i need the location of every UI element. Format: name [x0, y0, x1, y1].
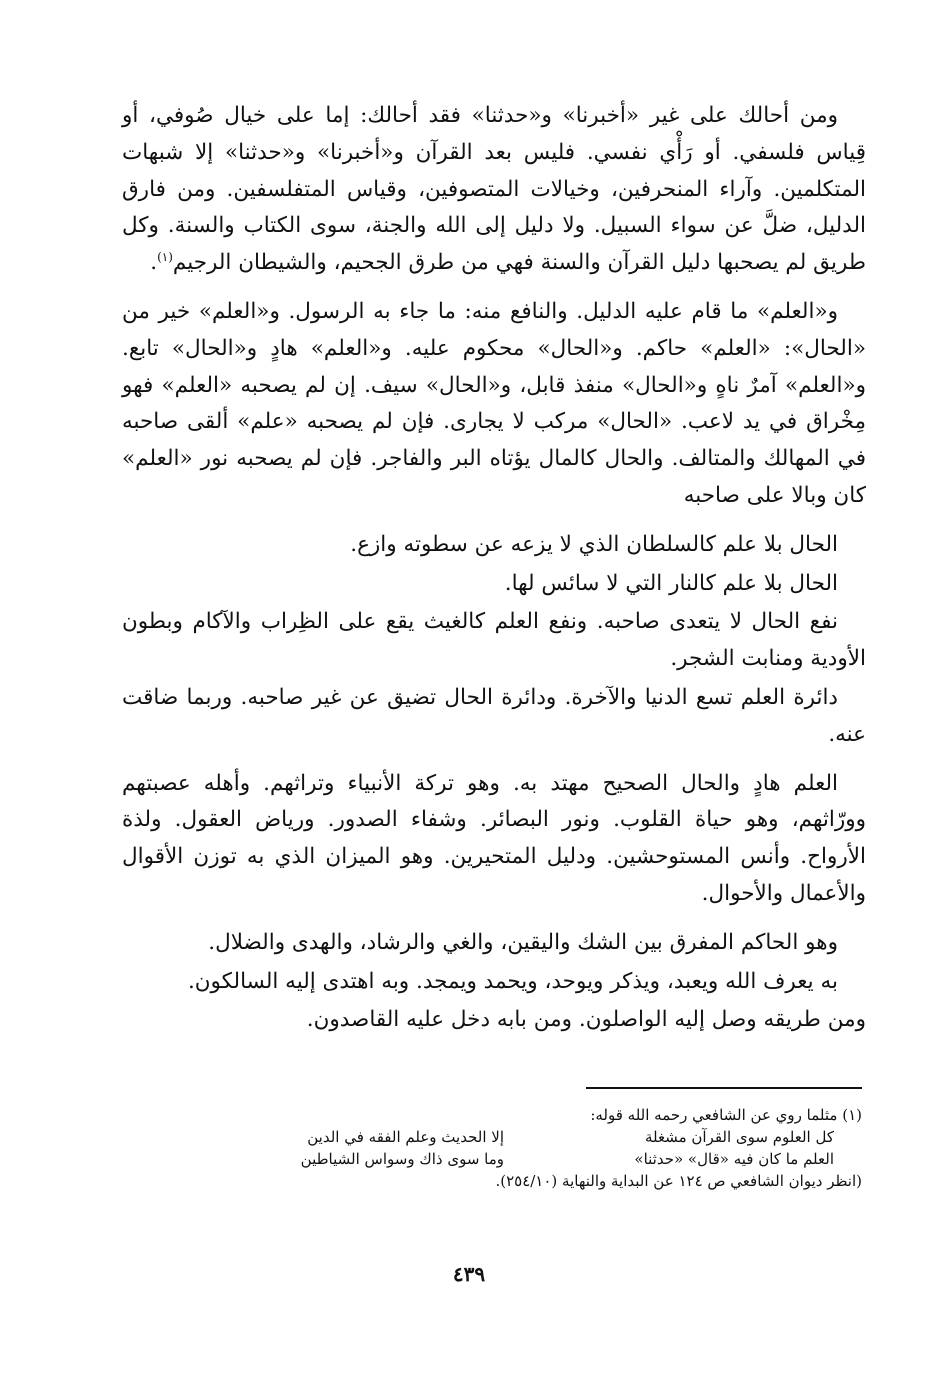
paragraph-10: ومن طريقه وصل إليه الواصلون. ومن بابه دخل عليه القاصدون.: [306, 1007, 866, 1033]
paragraph-1-text: ومن أحالك على غير «أخبرنا» و«حدثنا» فقد أحالك: إما على خيال صُوفي، أو قِياس فلسفي. أو رَأْي نفسي. فليس بعد القرآن و«أخبرنا» و«حدثنا» إلا شبهات المتكلمين. وآراء المنحرفين، وخيالات المتصوفين، وقياس المتفلسفين. ومن فارق الدليل، ضلَّ عن سواء السبيل. ولا دليل إلى الله والجنة، سوى الكتاب والسنة. وكل طريق لم يصحبها دليل القرآن والسنة فهي من طرق الجحيم، والشيطان الرجيم: [122, 103, 866, 276]
paragraph-7: العلم هادٍ والحال الصحيح مهتد به. وهو تركة الأنبياء وتراثهم. وأهله عصبتهم وورّاثهم، وهو حياة القلوب. ونور البصائر. وشفاء الصدور. ورياض العقول. ولذة الأرواح. وأنس المستوحشين. ودليل المتحيرين. وهو الميزان الذي به توزن الأقوال والأعمال والأحوال.: [122, 770, 866, 906]
footnote-intro: (١) مثلما روي عن الشافعي رحمه الله قوله:: [590, 1106, 862, 1124]
verse-1-second-hemistich: إلا الحديث وعلم الفقه في الدين: [307, 1128, 504, 1146]
verse-2-second-hemistich: وما سوى ذاك وسواس الشياطين: [300, 1150, 504, 1168]
paragraph-1: ومن أحالك على غير «أخبرنا» و«حدثنا» فقد أحالك: إما على خيال صُوفي، أو قِياس فلسفي. أو رَأْي نفسي. فليس بعد القرآن و«أخبرنا» و«حدثنا» إلا شبهات المتكلمين. وآراء المنحرفين، وخيالات المتصوفين، وقياس المتفلسفين. ومن فارق الدليل، ضلَّ عن سواء السبيل. ولا دليل إلى الله والجنة، سوى الكتاب والسنة. وكل طريق لم يصحبها دليل القرآن والسنة فهي من طرق الجحيم، والشيطان الرجيم$^{(١)}$.: [122, 103, 866, 276]
paragraph-5: نفع الحال لا يتعدى صاحبه. ونفع العلم كالغيث يقع على الظِراب والآكام وبطون الأودية ومنابت الشجر.: [122, 609, 866, 672]
paragraph-4: الحال بلا علم كالنار التي لا سائس لها.: [504, 570, 838, 596]
footnote: [162, 1104, 862, 1192]
verse-2-first-hemistich: العلم ما كان فيه «قال» «حدثنا»: [634, 1150, 834, 1168]
paragraph-3: الحال بلا علم كالسلطان الذي لا يزعه عن سطوته وازع.: [350, 531, 838, 557]
paragraph-9: به يعرف الله ويعبد، ويذكر ويوحد، ويحمد ويمجد. وبه اهتدى إليه السالكون.: [187, 968, 838, 994]
paragraph-6: دائرة العلم تسع الدنيا والآخرة. ودائرة الحال تضيق عن غير صاحبه. وربما ضاقت عنه.: [122, 684, 866, 747]
verse-row-1: [162, 1126, 862, 1148]
page-number: ٤٣٩: [452, 1262, 486, 1286]
footnote-divider: [586, 1087, 862, 1089]
paragraph-8: وهو الحاكم المفرق بين الشك واليقين، والغي والرشاد، والهدى والضلال.: [208, 929, 838, 955]
footnote-marker: (١): [157, 250, 173, 265]
footnote-source: (انظر ديوان الشافعي ص ١٢٤ عن البداية والنهاية (٢٥٤/١٠).: [495, 1172, 862, 1190]
verse-1-first-hemistich: كل العلوم سوى القرآن مشغلة: [644, 1128, 834, 1146]
verse-row-2: [162, 1148, 862, 1170]
paragraph-2: و«العلم» ما قام عليه الدليل. والنافع منه: ما جاء به الرسول. و«العلم» خير من «الحال»: «العلم» حاكم. و«الحال» محكوم عليه. و«العلم» هادٍ و«الحال» تابع. و«العلم» آمرٌ ناهٍ و«الحال» منفذ قابل، و«الحال» سيف. إن لم يصحبه «العلم» فهو مِخْراق في يد لاعب. «الحال» مركب لا يجارى. فإن لم يصحبه «علم» ألقى صاحبه في المهالك والمتالف. والحال كالمال يؤتاه البر والفاجر. فإن لم يصحبه نور «العلم» كان وبالا على صاحبه: [122, 298, 866, 508]
